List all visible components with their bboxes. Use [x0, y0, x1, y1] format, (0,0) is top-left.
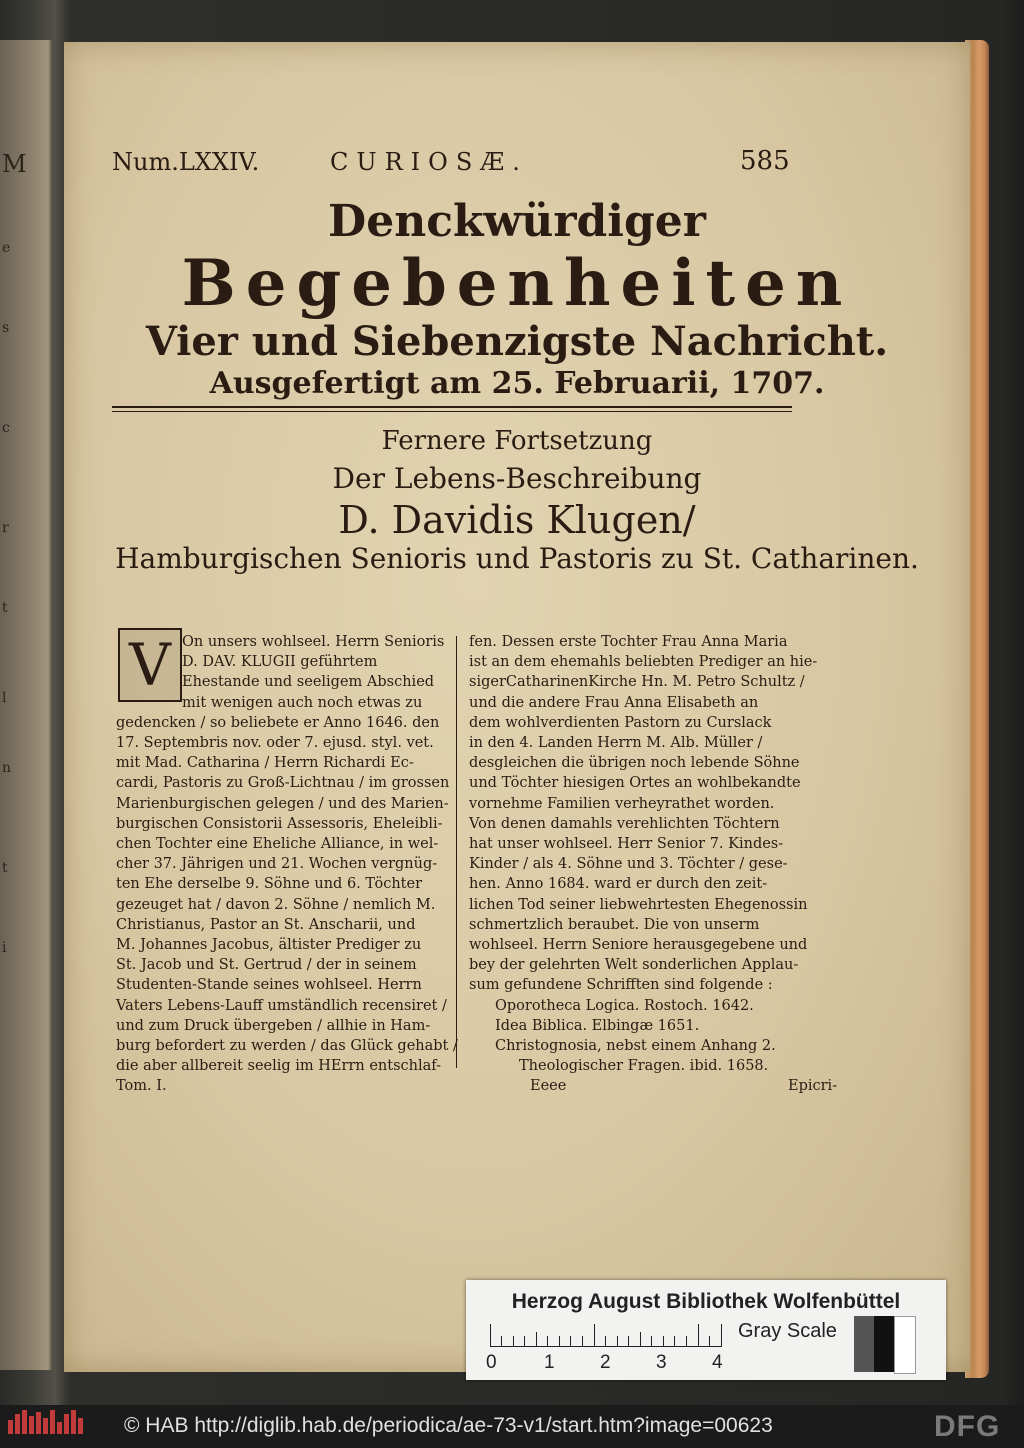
- ruler-tick: [547, 1336, 548, 1346]
- text-line: On unsers wohlseel. Herrn Senioris: [182, 634, 445, 650]
- gray-swatch: [854, 1316, 874, 1372]
- subtitle-line-4: Hamburgischen Senioris und Pastoris zu St. Catharinen.: [115, 542, 919, 575]
- bibliography-line: Oporotheca Logica. Rostoch. 1642.: [495, 997, 754, 1014]
- text-line: chen Tochter eine Eheliche Alliance, in wel-: [116, 836, 439, 853]
- text-line: und Töchter hiesigen Ortes an wohlbekandte: [469, 775, 801, 792]
- text-line: schmertzlich beraubet. Die von unserm: [469, 916, 760, 933]
- subtitle-name: D. Davidis Klugen/: [338, 498, 696, 542]
- text-line: lichen Tod seiner liebwehrtesten Ehegenossin: [469, 896, 808, 913]
- scale-ruler: [490, 1324, 722, 1347]
- text-line: Kinder / als 4. Söhne und 3. Töchter / gese-: [469, 856, 788, 873]
- ruler-tick: [721, 1324, 722, 1346]
- text-line: wohlseel. Herrn Seniore herausgegebene und: [469, 937, 808, 954]
- library-color-card: [466, 1280, 946, 1380]
- ruler-tick: [490, 1324, 491, 1346]
- ruler-number: 2: [600, 1352, 611, 1373]
- subtitle-line-2: Der Lebens-Beschreibung: [332, 462, 702, 495]
- text-line: Ehestande und seeligem Abschied: [182, 674, 435, 691]
- catchword: Epicri-: [788, 1078, 838, 1094]
- ruler-tick: [674, 1336, 675, 1346]
- text-line: 17. Septembris nov. oder 7. ejusd. styl. vet.: [116, 735, 434, 752]
- text-line: vornehme Familien verheyrathet worden.: [469, 795, 775, 812]
- subtitle-line-1: Fernere Fortsetzung: [381, 426, 653, 456]
- text-line: burg befordert zu werden / das Glück gehabt /: [116, 1038, 458, 1055]
- text-line: Marienburgischen gelegen / und des Marien-: [116, 795, 449, 812]
- prev-page-fragment: t: [2, 600, 8, 616]
- ruler-number: 3: [656, 1352, 667, 1373]
- text-line: die aber allbereit seelig im HErrn entschlaf-: [116, 1058, 442, 1075]
- ruler-tick: [605, 1336, 606, 1346]
- text-line: in den 4. Landen Herrn M. Alb. Müller /: [469, 735, 763, 752]
- text-line: sigerCatharinenKirche Hn. M. Petro Schultz /: [469, 674, 805, 691]
- ruler-tick: [640, 1332, 641, 1346]
- bibliography-line: Christognosia, nebst einem Anhang 2.: [495, 1038, 776, 1055]
- previous-page-edge: [0, 40, 52, 1370]
- ruler-tick: [709, 1336, 710, 1346]
- title-line-1: Denckwürdiger: [328, 196, 706, 247]
- dfg-logo: DFG: [934, 1410, 1001, 1443]
- prev-page-fragment: l: [2, 690, 7, 706]
- text-line: und zum Druck übergeben / allhie in Ham-: [116, 1017, 431, 1034]
- text-line: hat unser wohlseel. Herr Senior 7. Kindes-: [469, 836, 784, 853]
- gray-scale-label: Gray Scale: [738, 1320, 837, 1342]
- ruler-tick: [617, 1336, 618, 1346]
- text-line: cher 37. Jährigen und 21. Wochen vergnüg-: [116, 856, 438, 873]
- hab-logo-icon: [8, 1410, 98, 1436]
- prev-page-fragment: e: [2, 240, 11, 256]
- text-line: hen. Anno 1684. ward er durch den zeit-: [469, 876, 768, 893]
- text-line: desgleichen die übrigen noch lebende Söhne: [469, 755, 800, 772]
- text-line: M. Johannes Jacobus, ältister Prediger zu: [116, 937, 422, 954]
- text-line: burgischen Consistorii Assessoris, Eheleibli-: [116, 815, 443, 832]
- text-line: gedencken / so beliebete er Anno 1646. den: [116, 714, 440, 731]
- document-page: [64, 42, 970, 1372]
- bibliography-line: Idea Biblica. Elbingæ 1651.: [495, 1017, 700, 1034]
- text-line: ist an dem ehemahls beliebten Prediger an hie-: [469, 654, 818, 671]
- white-swatch: [894, 1316, 916, 1374]
- text-line: Von denen damahls verehlichten Töchtern: [469, 815, 780, 832]
- bibliography-line: Theologischer Fragen. ibid. 1658.: [519, 1058, 769, 1075]
- ruler-tick: [501, 1336, 502, 1346]
- ruler-tick: [698, 1324, 699, 1346]
- prev-page-fragment: c: [2, 420, 10, 436]
- ruler-tick: [594, 1324, 595, 1346]
- text-line: gezeuget hat / davon 2. Söhne / nemlich M.: [116, 896, 436, 913]
- text-line: St. Jacob und St. Gertrud / der in seinem: [116, 957, 417, 974]
- drop-cap: V: [118, 628, 182, 702]
- title-rule: [112, 406, 792, 412]
- right-column: [469, 632, 859, 1076]
- prev-page-fragment: M: [2, 150, 27, 178]
- left-column: [116, 632, 508, 1076]
- text-line: sum gefundene Schrifften sind folgende :: [469, 977, 773, 994]
- ruler-tick: [559, 1336, 560, 1346]
- running-head: CURIOSÆ.: [330, 148, 528, 176]
- text-line: Vaters Lebens-Lauff umständlich recensiret /: [116, 997, 447, 1014]
- prev-page-fragment: i: [2, 940, 7, 956]
- prev-page-fragment: n: [2, 760, 12, 776]
- prev-page-fragment: t: [2, 860, 8, 876]
- ruler-tick: [663, 1336, 664, 1346]
- ruler-tick: [686, 1336, 687, 1346]
- text-line: cardi, Pastoris zu Groß-Lichtnau / im grossen: [116, 775, 450, 792]
- title-line-3: Vier und Siebenzigste Nachricht.: [145, 318, 889, 365]
- column-divider: [456, 636, 457, 1068]
- page-number: 585: [740, 146, 790, 176]
- ruler-tick: [524, 1336, 525, 1346]
- volume-mark: Tom. I.: [116, 1078, 167, 1094]
- ruler-tick: [651, 1336, 652, 1346]
- ruler-tick: [628, 1336, 629, 1346]
- text-line: Christianus, Pastor an St. Anscharii, und: [116, 916, 416, 933]
- text-line: und die andere Frau Anna Elisabeth an: [469, 694, 759, 711]
- text-line: ten Ehe derselbe 9. Söhne und 6. Töchter: [116, 876, 423, 893]
- ruler-number: 4: [712, 1352, 723, 1373]
- text-line: mit Mad. Catharina / Herrn Richardi Ec-: [116, 755, 414, 772]
- prev-page-fragment: r: [2, 520, 9, 536]
- signature-mark: Eeee: [530, 1078, 567, 1094]
- ruler-tick: [570, 1336, 571, 1346]
- issue-number: Num.LXXIV.: [112, 148, 260, 176]
- library-name: Herzog August Bibliothek Wolfenbüttel: [511, 1290, 901, 1313]
- text-line: dem wohlverdienten Pastorn zu Curslack: [469, 714, 772, 731]
- ruler-tick: [513, 1336, 514, 1346]
- issue-date: Ausgefertigt am 25. Februarii, 1707.: [209, 366, 825, 401]
- black-swatch: [874, 1316, 894, 1372]
- title-line-2: Begebenheiten: [181, 246, 853, 321]
- text-line: fen. Dessen erste Tochter Frau Anna Maria: [469, 634, 788, 650]
- text-line: mit wenigen auch noch etwas zu: [182, 694, 423, 711]
- ruler-number: 0: [486, 1352, 497, 1373]
- text-line: Studenten-Stande seines wohlseel. Herrn: [116, 977, 422, 994]
- text-line: D. DAV. KLUGII geführtem: [182, 654, 378, 671]
- ruler-tick: [582, 1336, 583, 1346]
- copyright-link[interactable]: © HAB http://diglib.hab.de/periodica/ae-73-v1/start.htm?image=00623: [124, 1414, 773, 1437]
- ruler-tick: [536, 1332, 537, 1346]
- text-line: bey der gelehrten Welt sonderlichen Applau-: [469, 957, 799, 974]
- ruler-number: 1: [544, 1352, 555, 1373]
- prev-page-fragment: s: [2, 320, 10, 336]
